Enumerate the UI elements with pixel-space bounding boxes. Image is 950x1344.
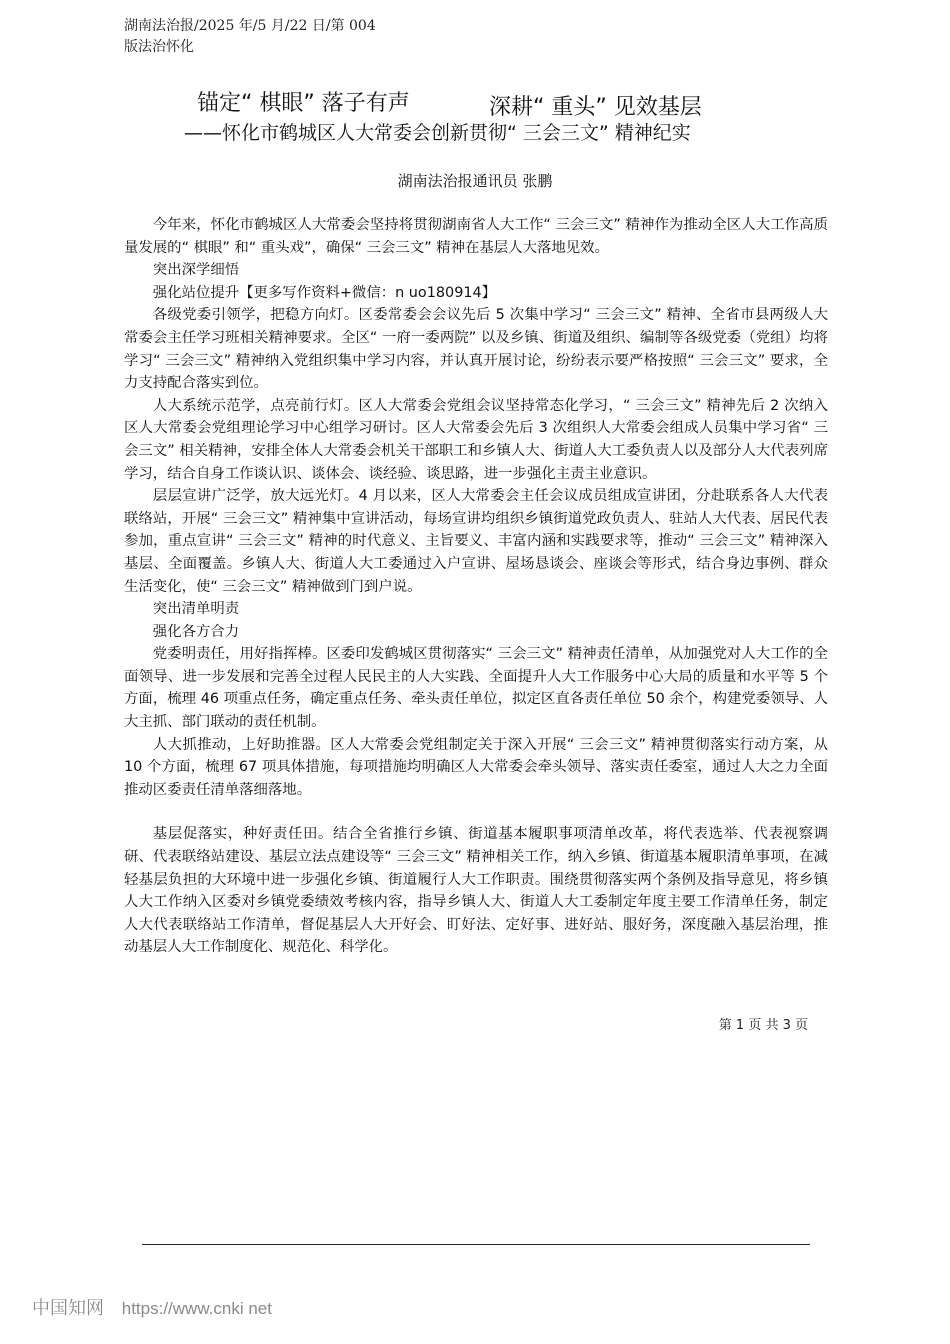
byline: 湖南法治报通讯员 张鹏 — [397, 172, 553, 190]
section-heading: 突出清单明责 — [152, 601, 240, 618]
title-part-2: 深耕“ 重头” 见效基层 — [489, 95, 702, 120]
title-part-1: 锚定“ 棋眼” 落子有声 — [197, 91, 410, 116]
article-title — [0, 86, 950, 120]
watermark-logo: 中国知网 — [32, 1298, 104, 1319]
source-citation — [124, 16, 424, 58]
paragraph: 各级党委引领学，把稳方向灯。区委常委会会议先后 5 次集中学习“ 三会三文” 精神、全省市县两级人大常委会主任学习班相关精神要求。全区“ 一府一委两院” 以及乡镇、街道及组织、编制等各级党委（党组）均将学习“ 三会三文” 精神纳入党组织集中学习内容，并认真开展讨论，纷纷表示要严格按照“ 三会三文” 要求，全力支持配合落实到位。 — [124, 307, 828, 392]
section-heading: 突出深学细悟 — [152, 262, 240, 279]
article-subtitle: ——怀化市鹤城区人大常委会创新贯彻“ 三会三文” 精神纪实 — [184, 122, 691, 144]
paragraph: 人大系统示范学，点亮前行灯。区人大常委会党组会议坚持常态化学习，“ 三会三文” 精神先后 2 次纳入区人大常委会党组理论学习中心组学习研讨。区人大常委会先后 3 次组织人大常委会组成人员集中学习省“ 三会三文” 相关精神，安排全体人大常委会机关干部职工和乡镇人大、街道人大工委负责人以及部分人大代表列席学习，结合自身工作谈认识、谈体会、谈经验、谈思路，进一步强化主责主业意识。 — [124, 397, 828, 482]
article-body — [124, 214, 828, 959]
footer-divider — [142, 1244, 810, 1245]
section-subheading: 强化站位提升【更多写作资料+微信：n uo180914】 — [152, 284, 497, 301]
watermark-url: https://www.cnki net — [121, 1299, 272, 1318]
page-indicator: 第 1 页 共 3 页 — [718, 1018, 808, 1033]
cnki-watermark — [32, 1294, 272, 1320]
paragraph: 层层宣讲广泛学，放大远光灯。4 月以来，区人大常委会主任会议成员组成宣讲团，分赴联系各人大代表联络站，开展“ 三会三文” 精神集中宣讲活动，每场宣讲均组织乡镇街道党政负责人、驻站人大代表、居民代表参加，重点宣讲“ 三会三文” 精神的时代意义、主旨要义、丰富内涵和实践要求等，推动“ 三会三文” 精神深入基层、全面覆盖。乡镇人大、街道人大工委通过入户宣讲、屋场恳谈会、座谈会等形式，结合身边事例、群众生活变化，使“ 三会三文” 精神做到门到户说。 — [124, 488, 828, 595]
paragraph: 党委明责任，用好指挥棒。区委印发鹤城区贯彻落实“ 三会三文” 精神责任清单，从加强党对人大工作的全面领导、进一步发展和完善全过程人民民主的人大实践、全面提升人大工作服务中心大局的质量和水平等 5 个方面，梳理 46 项重点任务，确定重点任务、牵头责任单位，拟定区直各责任单位 50 余个，构建党委领导、人大主抓、部门联动的责任机制。 — [124, 646, 828, 731]
paragraph-intro: 今年来，怀化市鹤城区人大常委会坚持将贯彻湖南省人大工作“ 三会三文” 精神作为推动全区人大工作高质量发展的“ 棋眼” 和“ 重头戏”，确保“ 三会三文” 精神在基层人大落地见效。 — [124, 217, 828, 256]
source-line-1: 湖南法治报/2025 年/5 月/22 日/第 004 — [124, 18, 376, 34]
section-subheading: 强化各方合力 — [152, 623, 240, 640]
paragraph: 基层促落实，种好责任田。结合全省推行乡镇、街道基本履职事项清单改革，将代表选举、代表视察调研、代表联络站建设、基层立法点建设等“ 三会三文” 精神相关工作，纳入乡镇、街道基本履职清单事项，在减轻基层负担的大环境中进一步强化乡镇、街道履行人大工作职责。围绕贯彻落实两个条例及指导意见，将乡镇人大工作纳入区委对乡镇党委绩效考核内容，指导乡镇人大、街道人大工委制定年度主要工作清单任务，制定人大代表联络站工作清单，督促基层人大开好会、盯好法、定好事、进好站、服好务，深度融入基层治理，推动基层人大工作制度化、规范化、科学化。 — [124, 826, 828, 956]
paragraph: 人大抓推动，上好助推器。区人大常委会党组制定关于深入开展“ 三会三文” 精神贯彻落实行动方案，从 10 个方面，梳理 67 项具体措施，每项措施均明确区人大常委会牵头领导、落实责任委室，通过人大之力全面推动区委责任清单落细落地。 — [124, 736, 828, 798]
source-line-2: 版法治怀化 — [124, 39, 194, 55]
